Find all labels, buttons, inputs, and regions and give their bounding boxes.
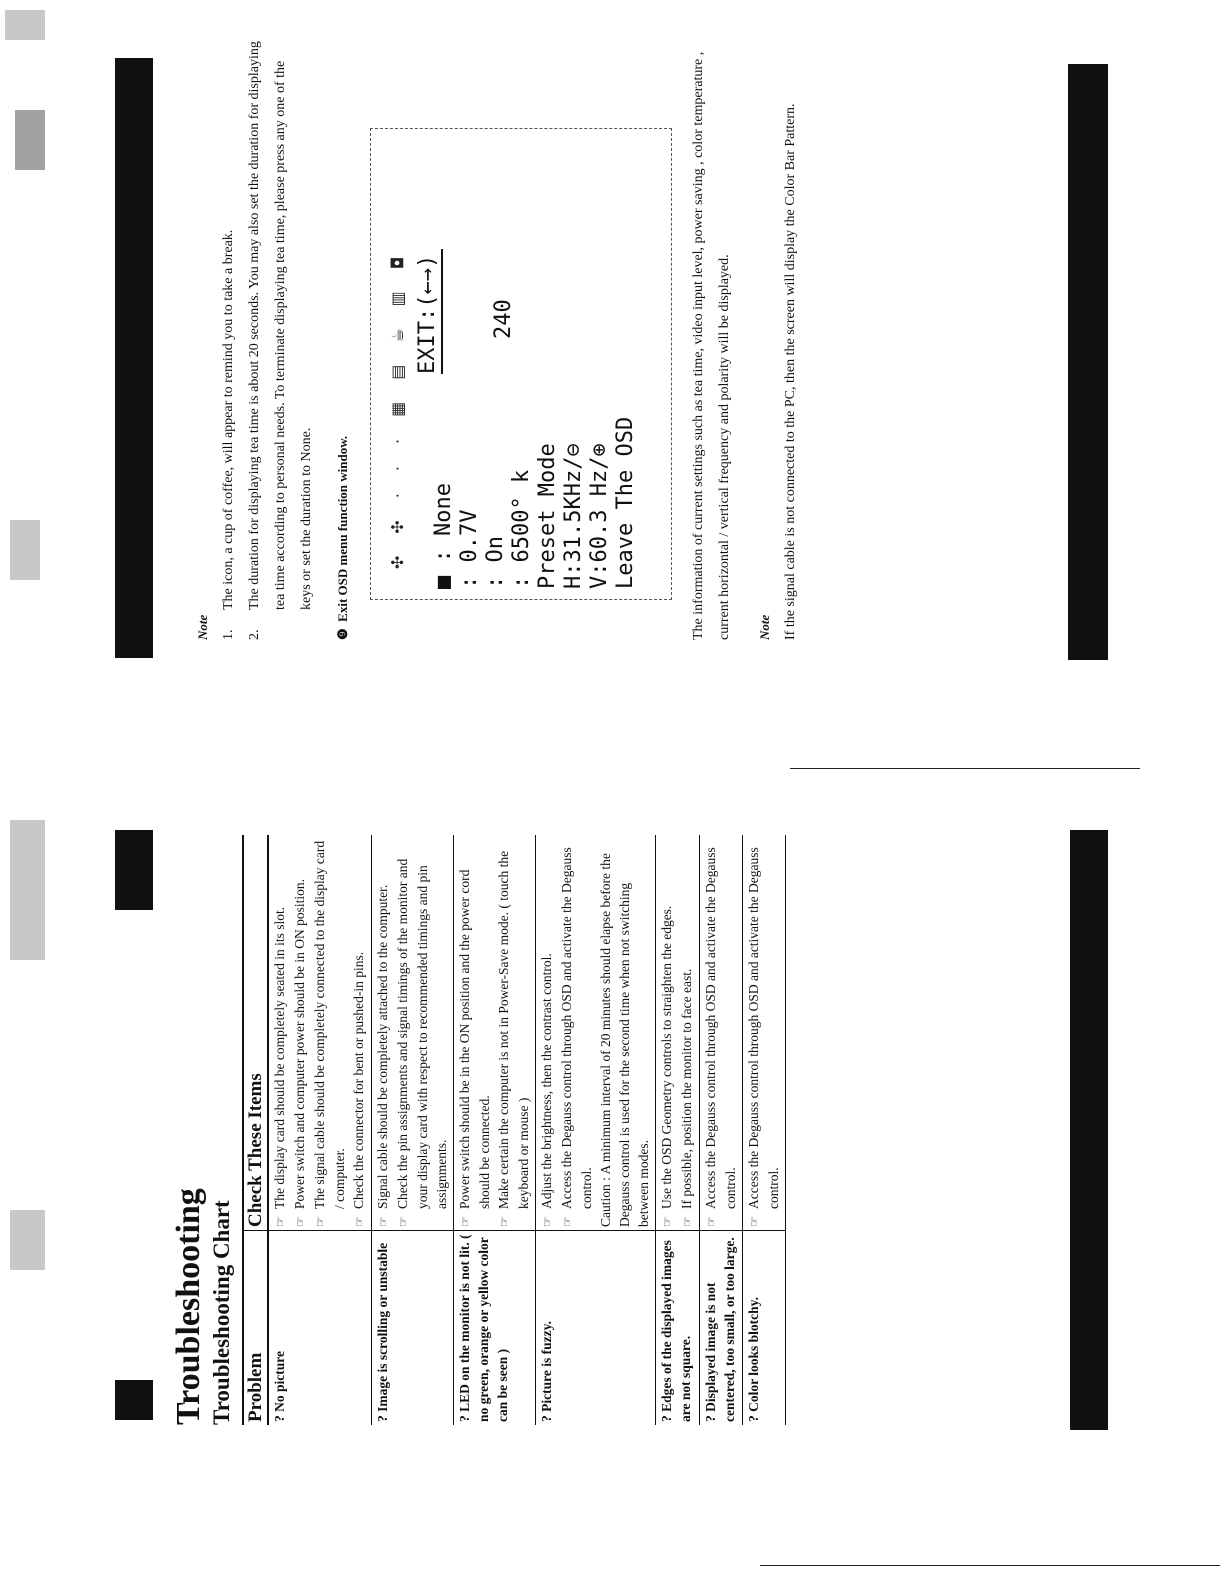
right-edge-black-bar-top [1068,64,1108,660]
pointing-hand-icon: ☞ [458,1216,472,1227]
osd-icon: ▤ [388,342,407,380]
pointing-hand-icon: ☞ [540,1216,554,1227]
pointing-hand-icon: ☞ [273,1216,287,1227]
note2-paragraph: If the signal cable is not connected to the PC, then the screen will display the Color Bar Pattern. [783,103,798,640]
table-row [454,835,536,1425]
osd-line: : On [483,536,508,589]
osd-line: Leave The OSD [613,416,638,589]
problem-cell: ? Edges of the displayed images are not square. [656,1231,700,1426]
table-row [372,835,454,1425]
check-item: ☞If possible, position the monitor to face east. [677,838,697,1227]
check-item: ☞Make certain the computer is not in Power-Save mode. ( touch the keyboard or mouse ) [496,850,531,1227]
dot-icon: · [388,471,407,499]
check-cell [372,835,454,1231]
pointing-hand-icon: ☞ [680,1216,694,1227]
info-paragraph: The information of current settings such as tea time, video input level, power saving , color temperature , current horizontal / vertical frequency and polarity will be displayed. [691,51,732,640]
right-top-black-bar [115,58,153,658]
coffee-icon: ☕ [388,306,407,343]
page-title: Troubleshooting [170,1188,207,1425]
note-item: 1.The icon, a cup of coffee, will appear to remind you to take a break. [221,229,236,640]
caution-text: Caution : A minimum interval of 20 minutes should elapse before the Degauss control is used for the second time when not switching between modes. [598,853,651,1227]
column-header-problem: Problem [243,1231,268,1426]
note-label: Note [195,614,210,640]
table-row [743,835,786,1425]
check-cell [536,835,656,1231]
pointing-hand-icon: ☞ [660,1216,674,1227]
check-cell [268,835,372,1231]
right-edge-black-bar-bottom [1070,830,1108,1430]
note2-label: Note [757,614,772,640]
check-item: ☞Power switch should be in the ON position and the power cord should be connected. [457,869,492,1227]
osd-line: Preset Mode [535,443,560,589]
check-item: ☞Access the Degauss control through OSD and activate the Degauss control. [559,847,594,1227]
note-item: 2.The duration for displaying tea time is about 20 seconds. You may also set the duration for displaying tea time according to personal needs. To terminate displaying tea time, please press any one of the keys or set the duration to None. [247,41,314,640]
scan-speck-top-left-2 [15,110,45,170]
check-item: ☞Adjust the brightness, then the contrast control. [537,838,557,1227]
circled-number-icon: ❾ [335,628,350,640]
osd-icon-row [385,235,411,569]
problem-cell: ? LED on the monitor is not lit. ( no green, orange or yellow color can be seen ) [454,1231,536,1426]
check-cell [743,835,786,1231]
table-row [700,835,743,1425]
troubleshooting-table [242,835,786,1425]
divider-line [790,768,1140,769]
scan-speck-top-left [5,10,45,40]
osd-line: ■ : None [431,483,456,589]
pointing-hand-icon: ☞ [704,1216,718,1227]
pointing-hand-icon: ☞ [747,1216,761,1227]
left-page [170,835,1070,1425]
problem-cell: ? Picture is fuzzy. [536,1231,656,1426]
osd-exit-label: EXIT:(←→) [415,249,443,374]
check-cell [700,835,743,1231]
problem-cell: ? Image is scrolling or unstable [372,1231,454,1426]
osd-line: : 6500° k [509,469,534,589]
info-icon: ◘ [388,234,407,270]
pointing-hand-icon: ☞ [560,1216,574,1227]
page-subtitle: Troubleshooting Chart [209,1200,234,1425]
pointing-hand-icon: ☞ [376,1216,390,1227]
table-row [268,835,372,1425]
exit-osd-heading: ❾ Exit OSD menu function window. [335,435,350,640]
table-row [536,835,656,1425]
pointing-hand-icon: ☞ [396,1216,410,1227]
problem-cell: ? Displayed image is not centered, too small, or too large. [700,1231,743,1426]
column-header-check: Check These Items [243,835,268,1231]
scan-speck-left-bottom [10,1210,45,1270]
right-page [190,40,890,640]
scan-speck-left-low [10,820,45,960]
pointing-hand-icon: ☞ [293,1216,307,1227]
check-item: ☞Signal cable should be completely attached to the computer. [373,838,393,1227]
osd-line: V:60.3 Hz/⊕ [587,443,612,589]
pointing-hand-icon: ☞ [352,1216,366,1227]
move-icon: ✣ [388,498,407,534]
check-item: ☞Use the OSD Geometry controls to straighten the edges. [657,838,677,1227]
pointing-hand-icon: ☞ [497,1216,511,1227]
bottom-divider-line [760,1565,1220,1566]
table-header-row [243,835,268,1425]
osd-number: 240 [491,299,516,339]
osd-line: H:31.5KHz/⊖ [561,443,586,589]
osd-window [370,128,672,600]
check-item: ☞Power switch and computer power should be in ON position. [290,838,310,1227]
check-item: ☞The signal cable should be completely connected to the display card / computer. [312,840,347,1227]
move-icon: ✣ [388,533,407,569]
pointing-hand-icon: ☞ [313,1216,327,1227]
check-item: ☞Check the pin assignments and signal timings of the monitor and your display card with respect to recommended timings and pin assignments. [395,858,449,1227]
osd-line: : 0.7V [457,509,482,589]
check-item: ☞Access the Degauss control through OSD and activate the Degauss control. [703,847,738,1227]
check-item: ☞The display card should be completely seated in its slot. [270,838,290,1227]
check-cell [454,835,536,1231]
table-row [656,835,700,1425]
setting-icon: ▥ [388,269,407,307]
dot-icon: · [388,444,407,472]
check-item: ☞Check the connector for bent or pushed-in pins. [349,838,369,1227]
monitor-icon: ▦ [388,379,407,417]
check-cell [656,835,700,1231]
scan-speck-left-mid [10,520,40,580]
problem-cell: ? No picture [268,1231,372,1426]
left-top-black-bar [115,1380,153,1420]
check-item: ☞Access the Degauss control through OSD and activate the Degauss control. [746,847,781,1227]
dot-icon: · [388,416,407,444]
problem-cell: ? Color looks blotchy. [743,1231,786,1426]
left-bottom-black-bar [115,830,153,910]
osd-status-lines [431,417,639,589]
